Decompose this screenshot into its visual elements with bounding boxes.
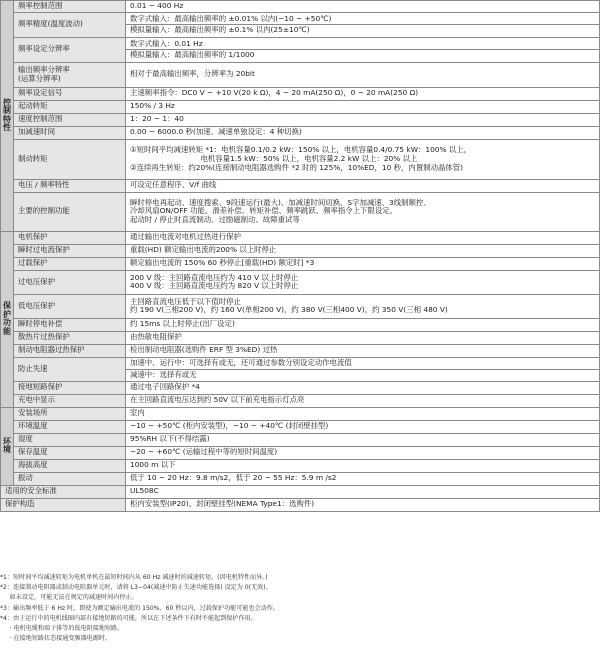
spec-item-label: 主要的控制功能 [14,192,126,231]
spec-value-line: ②连续再生转矩：约20%(连接制动电阻器选购件 *2 时的 125%，10%ED，10 秒，内置制动晶体管) [130,162,464,172]
spec-item-label: 低电压保护 [14,294,126,318]
spec-row [1,244,600,257]
spec-value-line: 由热敏电阻保护 [130,332,182,342]
spec-row [1,37,600,62]
spec-item-label: 防止失速 [14,357,126,381]
spec-value-line: 柜内安装型(IP20)、封闭壁挂型(NEMA Type1：选购件) [130,499,315,509]
category-label: 保 护 功 能 [1,231,14,407]
spec-value-line: 通过电子回路保护 *4 [130,382,200,392]
spec-value [126,1,600,13]
spec-row [1,446,600,459]
spec-value-line: 室内 [130,408,145,418]
footnote: *1：短时间平均减速转矩为电机单机在最短时间内从 60 Hz 减速时的减速转矩。(因电机特性而异。) [0,574,268,581]
spec-value [126,446,600,459]
spec-value-line: 电机容量1.5 kW：50% 以上，电机容量2.2 kW 以上：20% 以上 [130,153,418,163]
spec-item-label: 海拔高度 [14,459,126,472]
spec-row [1,139,600,179]
spec-value [126,498,600,511]
spec-value [126,179,600,192]
spec-item-label: 湿度 [14,433,126,446]
spec-item-label: 保存温度 [14,446,126,459]
footnote: 如未设定，可能无法在规定的减速时间内停止。 [0,594,138,602]
spec-value-line: 数字式输入：0.01 Hz [130,38,203,48]
spec-row [1,12,600,37]
spec-item-label: 加减速时间 [14,126,126,139]
spec-item-label: 散热片过热保护 [14,331,126,344]
spec-row [1,459,600,472]
spec-value-line: 模拟量输入：最高输出频率的 1/1000 [126,49,599,61]
spec-value [126,257,600,270]
spec-row [1,179,600,192]
spec-row [1,331,600,344]
spec-row [1,394,600,407]
spec-value-line: 起动时 / 停止时直流制动、过励磁制动、故障重试等 [130,215,300,225]
spec-value-line: 0.00 ~ 6000.0 秒(加速、减速单独设定：4 种切换) [130,127,302,137]
spec-item-label: 频率设定信号 [14,87,126,100]
spec-item-label: 保护构造 [1,498,126,511]
spec-value-line: 约 190 V(三相200 V)，约 160 V(单相200 V)，约 380 V(三相400 V)，约 350 V(三相 480 V) [130,305,448,315]
spec-row [1,257,600,270]
spec-row [1,100,600,113]
spec-row [1,472,600,485]
spec-row [1,485,600,498]
spec-row [1,192,600,231]
spec-value [126,344,600,357]
spec-value [126,87,600,100]
spec-value [126,433,600,446]
footnote: *3：输出频率低于 6 Hz 时，即使为额定输出电流的 150%、60 秒以内，过载保护功能可能也会动作。 [0,604,279,612]
spec-value [126,472,600,485]
spec-item-label: 输出频率分辨率 (运算分辨率) [14,62,126,87]
spec-value [126,139,600,179]
spec-value-line: −20 ~ +60℃ (运输过程中等的短时间温度) [130,447,278,457]
spec-value-line: 冷却风扇ON/OFF 功能、滑差补偿、转矩补偿、频率跳跃、频率指令上下限设定、 [130,206,398,216]
spec-value [126,244,600,257]
spec-value-line: 加速中、运行中：可选择有或无，还可通过参数分别设定动作电流值 [130,358,352,367]
spec-value-line: 95%RH 以下(不得结露) [130,434,210,444]
spec-value-line: 0.01 ~ 400 Hz [130,1,184,10]
spec-value-line: 在主回路直流电压达到约 50V 以下前充电指示灯点亮 [130,395,305,405]
category-label: 环 境 [1,407,14,485]
spec-item-label: 瞬时停电补偿 [14,318,126,331]
spec-value-line: 主回路直流电压低于以下值时停止 [130,296,241,306]
spec-row [1,270,600,294]
spec-item-label: 过电压保护 [14,270,126,294]
spec-row [1,344,600,357]
spec-item-label: 起动转矩 [14,100,126,113]
category-label: 控 制 特 性 [1,1,14,232]
spec-value-line: 150% / 3 Hz [130,101,175,111]
spec-row [1,87,600,100]
spec-value-line: 约 15ms 以上时停止(出厂设定) [130,319,235,329]
spec-item-label: 适用的安全标准 [1,485,126,498]
spec-value-line: 检出制动电阻器(选购件 ERF 型 3%ED) 过热 [130,345,278,355]
spec-value [126,100,600,113]
spec-item-label: 频率控制范围 [14,1,126,13]
spec-value [126,357,600,381]
footnote: *4：由于运行中的电机线圈内部有接地短路的可能，所以在下述条件下有时不能起到保护作用。 [0,614,257,622]
spec-value-line: −10 ~ +50℃ (柜内安装型)，−10 ~ +40℃ (封闭壁挂型) [130,421,329,431]
spec-row [1,231,600,244]
spec-value [126,113,600,126]
spec-value-line: 主速频率指令：DC0 V ~ +10 V(20 k Ω)，4 ~ 20 mA(250 Ω)，0 ~ 20 mA(250 Ω) [130,88,419,98]
spec-item-label: 频率设定分辨率 [14,37,126,62]
spec-value-line: 可设定任意程序、V/f 曲线 [130,180,217,190]
spec-value-line: 额定输出电流的 150% 60 秒停止[重载(HD) 额定时] *3 [130,258,315,268]
footnotes [0,573,600,644]
spec-value [126,231,600,244]
spec-row [1,433,600,446]
spec-value-line: 模拟量输入：最高输出频率的 ±0.1% 以内(25±10℃) [126,24,599,36]
spec-value [126,12,600,37]
spec-row [1,113,600,126]
spec-item-label: 电机保护 [14,231,126,244]
spec-item-label: 电压 / 频率特性 [14,179,126,192]
spec-value [126,192,600,231]
spec-row [1,381,600,394]
spec-value-line: 低于 10 ~ 20 Hz：9.8 m/s2，低于 20 ~ 55 Hz：5.9 m /s2 [130,473,337,483]
spec-value [126,407,600,420]
spec-value-line: 重载(HD) 额定输出电流的200% 以上时停止 [130,245,277,255]
spec-value [126,420,600,433]
spec-value-line: 200 V 级：主回路直流电压约为 410 V 以上时停止 [130,272,299,282]
footnote: · 在接地短路状态接通变频器电源时。 [0,635,112,643]
spec-row [1,498,600,511]
spec-row [1,62,600,87]
spec-item-label: 过载保护 [14,257,126,270]
spec-value [126,394,600,407]
spec-item-label: 制动转矩 [14,139,126,179]
spec-value-line: 瞬时停电再起动、速度搜索、9段速运行(最大)、加减速时间切换、S字加减速、3线制顺控、 [130,197,431,207]
spec-value [126,459,600,472]
spec-row [1,1,600,13]
spec-value-line: 1000 m 以下 [130,460,176,470]
spec-item-label: 充电中显示 [14,394,126,407]
spec-value [126,331,600,344]
spec-row [1,407,600,420]
spec-value-line: 1：20 ~ 1：40 [130,114,184,124]
spec-item-label: 环境温度 [14,420,126,433]
spec-value [126,126,600,139]
spec-value-line: 相对于最高输出频率，分辨率为 20bit [130,69,255,79]
spec-value-line: 数字式输入：最高输出频率的 ±0.01% 以内(−10 ~ +50℃) [130,13,332,23]
spec-value [126,381,600,394]
spec-item-label: 速度控制范围 [14,113,126,126]
spec-row [1,318,600,331]
spec-value-line: 400 V 级：主回路直流电压约为 820 V 以上时停止 [130,281,299,291]
spec-value [126,485,600,498]
spec-value-line: ①短时间平均减速转矩 *1：电机容量0.1/0.2 kW：150% 以上，电机容量0.4/0.75 kW：100% 以上， [130,145,472,155]
spec-item-label: 制动电阻器过热保护 [14,344,126,357]
spec-value-line: 通过输出电流对电机过热进行保护 [130,232,241,242]
spec-row [1,294,600,318]
spec-value [126,37,600,62]
spec-value-line: UL508C [130,486,159,496]
spec-value [126,62,600,87]
spec-value-line: 减速中：选择有或无 [126,369,599,381]
spec-item-label: 频率精度(温度波动) [14,12,126,37]
spec-item-label: 振动 [14,472,126,485]
spec-item-label: 接地短路保护 [14,381,126,394]
footnote: · 电机电缆和端子排等的低电阻接地短路。 [0,625,124,633]
spec-row [1,357,600,381]
footnote: *2：连接制动电阻器或制动电阻器单元时，请将 L3−04(减速中防止失速功能选择) 设定为 0(无效)。 [0,584,272,592]
spec-item-label: 安装场所 [14,407,126,420]
spec-value [126,318,600,331]
spec-row [1,126,600,139]
spec-row [1,420,600,433]
spec-value [126,294,600,318]
spec-item-label: 瞬时过电流保护 [14,244,126,257]
spec-value [126,270,600,294]
